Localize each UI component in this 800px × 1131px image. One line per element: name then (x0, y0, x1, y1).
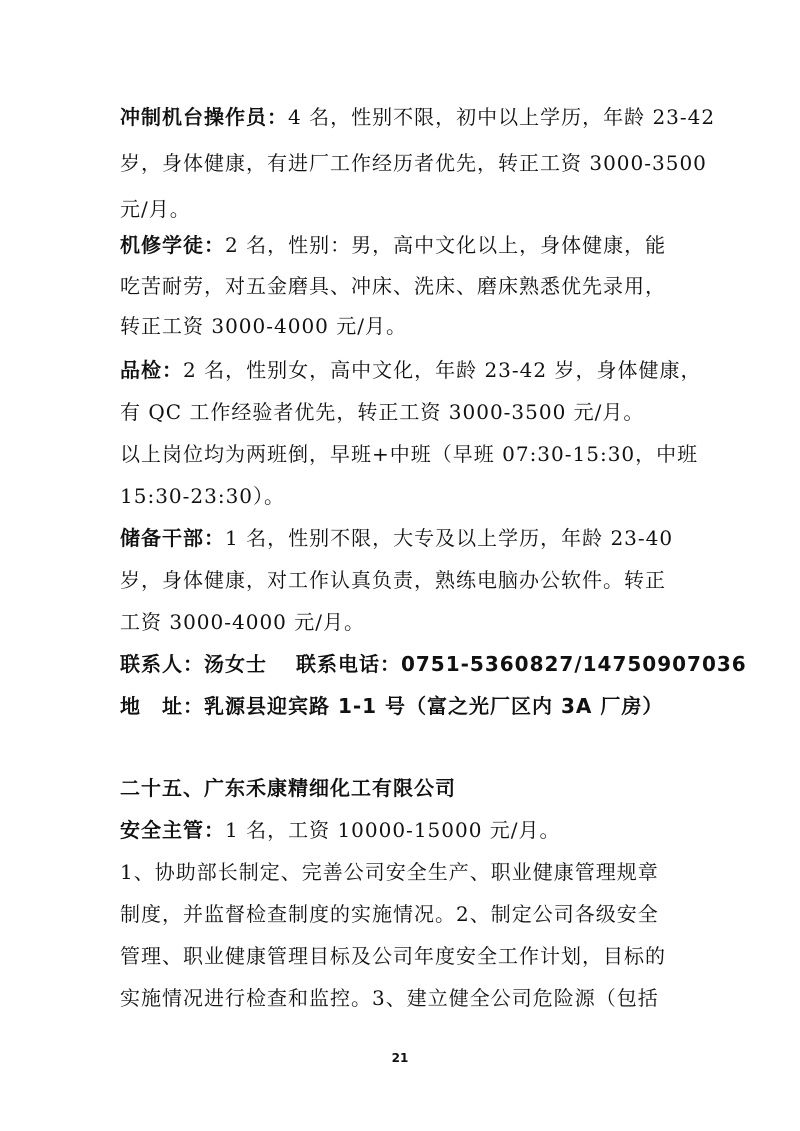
position-title: 安全主管： (120, 818, 225, 842)
job-line: 岁，身体健康，对工作认真负责，熟练电脑办公软件。转正 (120, 568, 666, 592)
job-title: 机修学徒： (120, 233, 225, 257)
job-line: 吃苦耐劳，对五金磨具、冲床、洗床、磨床熟悉优先录用， (120, 274, 666, 298)
job-line: 岁，身体健康，有进厂工作经历者优先，转正工资 3000-3500 (120, 151, 707, 175)
job-detail: 2 名，性别：男，高中文化以上，身体健康，能 (225, 233, 667, 257)
job-line (120, 518, 690, 558)
job-title: 冲制机台操作员： (120, 105, 288, 129)
duty-line: 管理、职业健康管理目标及公司年度安全工作计划，目标的 (120, 944, 666, 968)
job-line: 有 QC 工作经验者优先，转正工资 3000-3500 元/月。 (120, 400, 645, 424)
job-line: 工资 3000-4000 元/月。 (120, 610, 366, 634)
page-number: 21 (391, 1051, 409, 1065)
job-title: 品检： (120, 358, 183, 382)
job-detail: 2 名，性别女，高中文化，年龄 23-42 岁，身体健康， (183, 358, 702, 382)
job-detail: 1 名，性别不限，大专及以上学历，年龄 23-40 (225, 526, 674, 550)
company-heading: 二十五、广东禾康精细化工有限公司 (120, 776, 456, 800)
duty-line: 实施情况进行检查和监控。3、建立健全公司危险源（包括 (120, 986, 659, 1010)
contact-line: 联系人：汤女士 联系电话：0751-5360827/14750907036 (120, 652, 747, 676)
job-title: 储备干部： (120, 526, 225, 550)
address-line: 地 址：乳源县迎宾路 1-1 号（富之光厂区内 3A 厂房） (120, 694, 664, 718)
job-detail: 4 名，性别不限，初中以上学历，年龄 23-42 (288, 105, 716, 129)
job-line: 转正工资 3000-4000 元/月。 (120, 314, 408, 338)
duty-line: 1、协助部长制定、完善公司安全生产、职业健康管理规章 (120, 860, 659, 884)
job-line (120, 350, 702, 390)
duty-line: 制度，并监督检查制度的实施情况。2、制定公司各级安全 (120, 902, 659, 926)
job-line (120, 97, 716, 137)
position-detail: 1 名，工资 10000-15000 元/月。 (225, 818, 561, 842)
job-line (120, 225, 690, 265)
shift-note-line: 以上岗位均为两班倒，早班+中班（早班 07:30-15:30，中班 (120, 442, 699, 466)
shift-note-line: 15:30-23:30）。 (120, 484, 286, 508)
job-line: 元/月。 (120, 197, 191, 221)
position-line (120, 810, 690, 850)
